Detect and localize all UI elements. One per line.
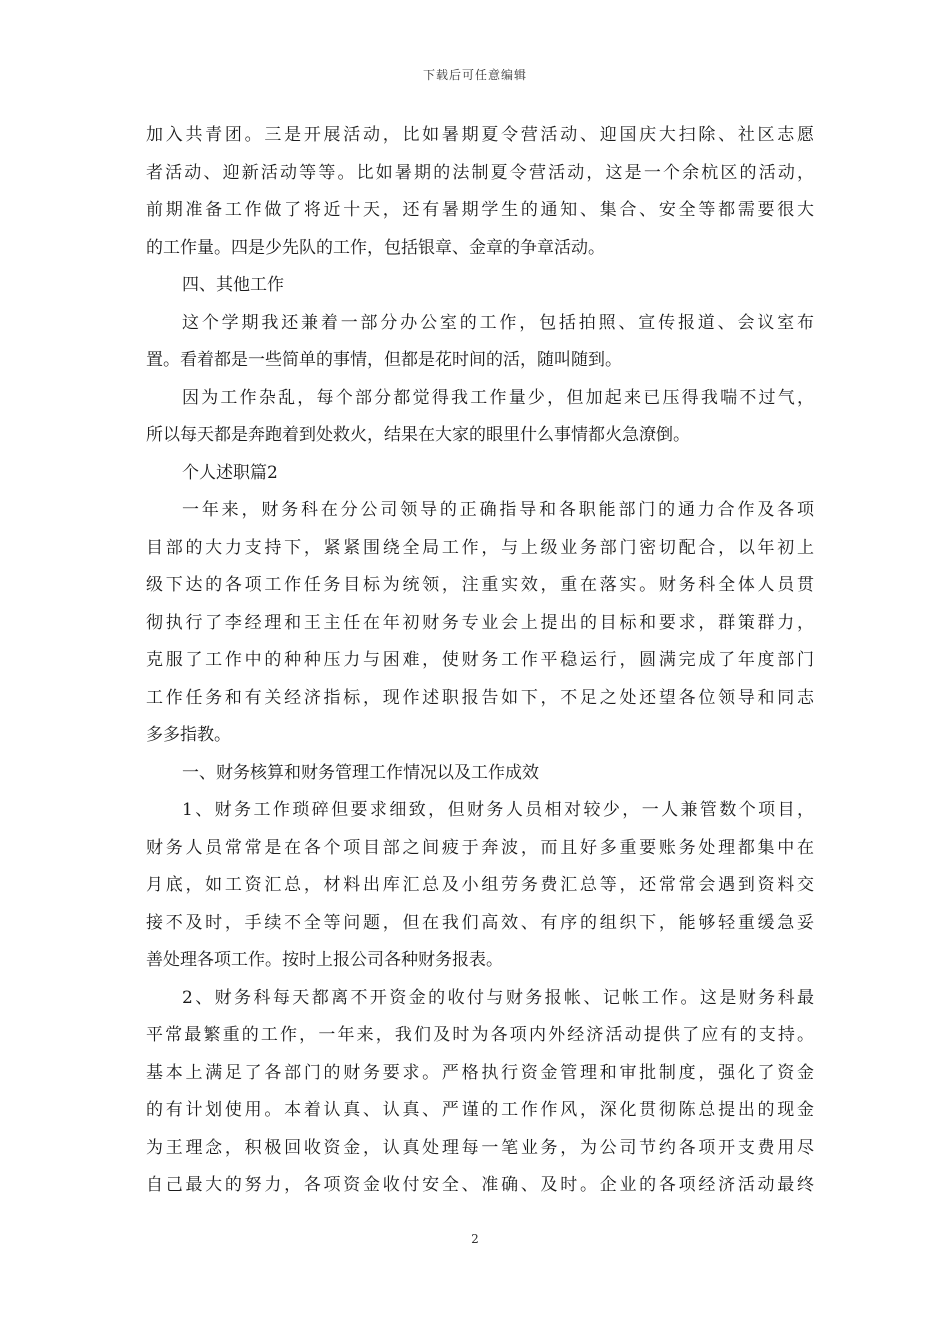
text-line: 因为工作杂乱，每个部分都觉得我工作量少，但加起来已压得我喘不过气， xyxy=(182,387,814,408)
text-line: 这个学期我还兼着一部分办公室的工作，包括拍照、宣传报道、会议室布 xyxy=(182,312,814,333)
text-line: 置。看着都是一些简单的事情，但都是花时间的活，随叫随到。 xyxy=(146,350,622,370)
text-line: 的工作量。四是少先队的工作，包括银章、金章的争章活动。 xyxy=(146,237,605,258)
text-line: 前期准备工作做了将近十天，还有暑期学生的通知、集合、安全等都需要很大 xyxy=(146,200,814,220)
text-line: 为王理念，积极回收资金，认真处理每一笔业务，为公司节约各项开支费用尽 xyxy=(146,1137,814,1158)
text-line: 者活动、迎新活动等等。比如暑期的法制夏令营活动，这是一个余杭区的活动， xyxy=(146,162,814,183)
section-heading: 四、其他工作 xyxy=(182,275,284,295)
text-line: 级下达的各项工作任务目标为统领，注重实效，重在落实。财务科全体人员贯 xyxy=(146,575,814,595)
text-line: 加入共青团。三是开展活动，比如暑期夏令营活动、迎国庆大扫除、社区志愿 xyxy=(146,125,814,145)
text-line: 彻执行了李经理和王主任在年初财务专业会上提出的目标和要求，群策群力， xyxy=(146,612,814,633)
text-line: 工作任务和有关经济指标，现作述职报告如下，不足之处还望各位领导和同志 xyxy=(146,687,814,708)
section-heading: 一、财务核算和财务管理工作情况以及工作成效 xyxy=(182,762,539,783)
text-line: 财务人员常常是在各个项目部之间疲于奔波，而且好多重要账务处理都集中在 xyxy=(146,837,814,858)
text-line: 2、财务科每天都离不开资金的收付与财务报帐、记帐工作。这是财务科最 xyxy=(182,987,814,1008)
page-number: 2 xyxy=(471,1232,479,1246)
text-line: 1、财务工作琐碎但要求细致，但财务人员相对较少，一人兼管数个项目， xyxy=(182,800,814,820)
text-line: 月底，如工资汇总，材料出库汇总及小组劳务费汇总等，还常常会遇到资料交 xyxy=(146,875,814,895)
document-body xyxy=(146,117,814,1205)
text-line: 多多指教。 xyxy=(146,725,231,745)
text-line: 接不及时，手续不全等问题，但在我们高效、有序的组织下，能够轻重缓急妥 xyxy=(146,912,814,933)
article-title: 个人述职篇2 xyxy=(182,462,278,483)
text-line: 的有计划使用。本着认真、认真、严谨的工作作风，深化贯彻陈总提出的现金 xyxy=(146,1100,814,1120)
text-line: 克服了工作中的种种压力与困难，使财务工作平稳运行，圆满完成了年度部门 xyxy=(146,650,814,670)
text-line: 一年来，财务科在分公司领导的正确指导和各职能部门的通力合作及各项 xyxy=(182,500,814,520)
text-line: 基本上满足了各部门的财务要求。严格执行资金管理和审批制度，强化了资金 xyxy=(146,1062,814,1083)
page-header: 下载后可任意编辑 xyxy=(422,68,527,82)
text-line: 善处理各项工作。按时上报公司各种财务报表。 xyxy=(146,950,503,970)
text-line: 所以每天都是奔跑着到处救火，结果在大家的眼里什么事情都火急潦倒。 xyxy=(146,425,690,445)
text-line: 自己最大的努力，各项资金收付安全、准确、及时。企业的各项经济活动最终 xyxy=(146,1175,814,1195)
text-line: 平常最繁重的工作，一年来，我们及时为各项内外经济活动提供了应有的支持。 xyxy=(146,1025,814,1045)
text-line: 目部的大力支持下，紧紧围绕全局工作，与上级业务部门密切配合，以年初上 xyxy=(146,537,814,558)
